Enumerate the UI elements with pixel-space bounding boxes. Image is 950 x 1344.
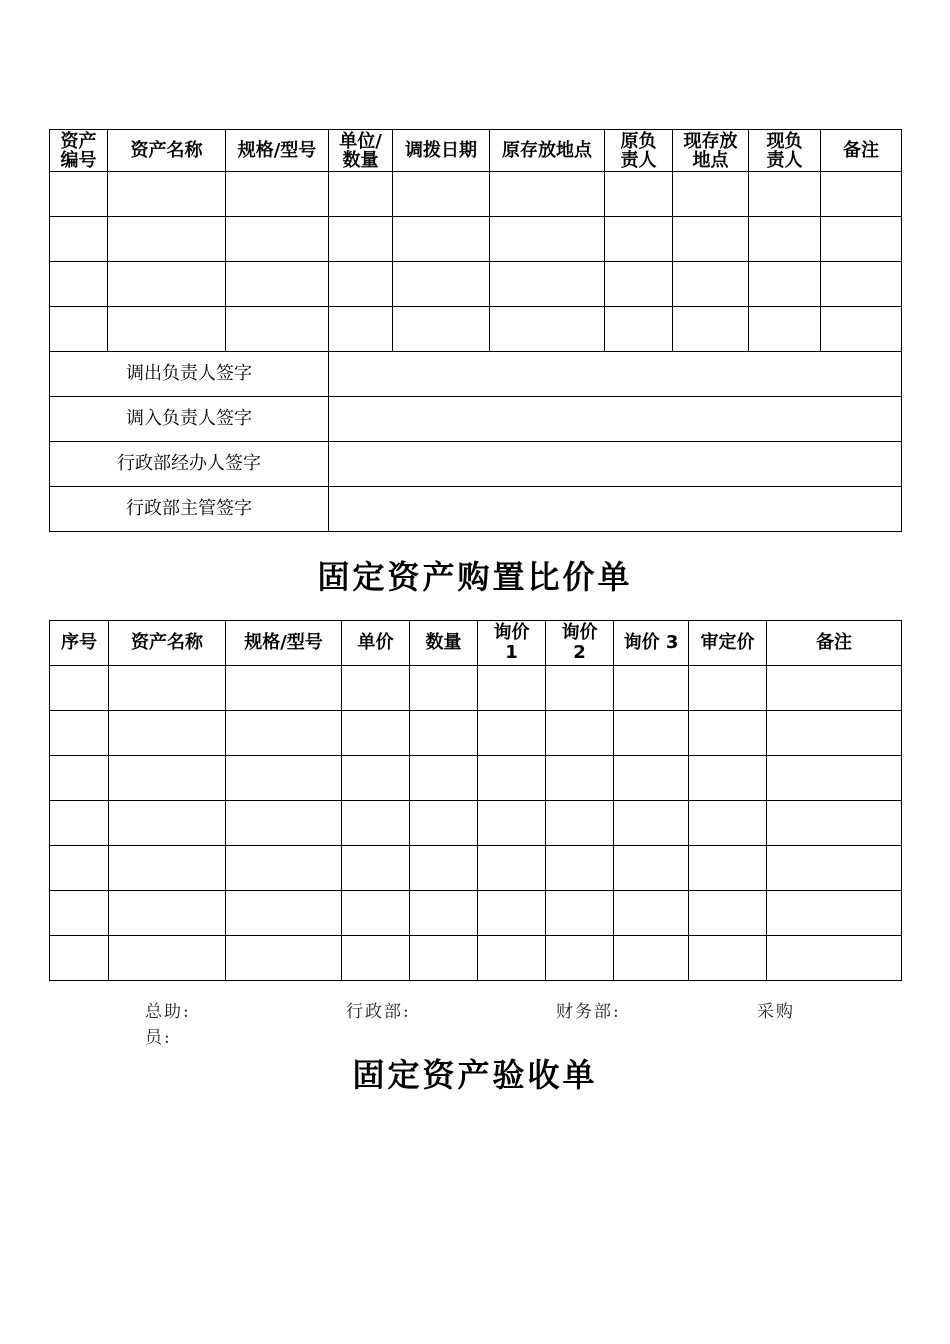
acceptance-title: 固定资产验收单 — [352, 1056, 598, 1094]
table-cell[interactable] — [410, 891, 478, 936]
header-cell: 规格/型号 — [226, 621, 342, 666]
table-cell[interactable] — [478, 846, 546, 891]
table-cell[interactable] — [108, 262, 226, 307]
table-cell[interactable] — [749, 262, 821, 307]
table-cell[interactable] — [342, 891, 410, 936]
table-cell[interactable] — [342, 846, 410, 891]
table-cell[interactable] — [109, 891, 226, 936]
signature-label: 调出负责人签字 — [50, 352, 329, 397]
table-cell[interactable] — [410, 936, 478, 981]
header-cell: 原存放地点 — [490, 130, 605, 172]
table-cell[interactable] — [546, 711, 614, 756]
table-row — [50, 936, 902, 981]
table-cell[interactable] — [50, 217, 108, 262]
table-cell[interactable] — [490, 217, 605, 262]
table-cell[interactable] — [50, 891, 109, 936]
table-cell[interactable] — [767, 801, 902, 846]
table-row — [50, 711, 902, 756]
table-cell[interactable] — [329, 172, 393, 217]
table-cell[interactable] — [478, 756, 546, 801]
table-cell[interactable] — [342, 801, 410, 846]
table-header-row — [50, 130, 902, 172]
footer-finance-label: 财务部: — [556, 1002, 621, 1022]
table-cell[interactable] — [673, 307, 749, 352]
table-cell[interactable] — [689, 936, 767, 981]
table-cell[interactable] — [478, 936, 546, 981]
signature-field[interactable] — [329, 352, 902, 397]
table-cell[interactable] — [109, 711, 226, 756]
table-cell[interactable] — [226, 891, 342, 936]
signature-row — [50, 487, 902, 532]
header-cell: 询价 1 — [478, 621, 546, 666]
table-cell[interactable] — [226, 756, 342, 801]
table-cell[interactable] — [546, 666, 614, 711]
table-cell[interactable] — [490, 172, 605, 217]
table-row — [50, 801, 902, 846]
table-cell[interactable] — [614, 756, 689, 801]
signature-label: 行政部经办人签字 — [50, 442, 329, 487]
table-cell[interactable] — [478, 891, 546, 936]
table-cell[interactable] — [50, 307, 108, 352]
table-cell[interactable] — [393, 172, 490, 217]
table-cell[interactable] — [673, 262, 749, 307]
table-cell[interactable] — [490, 307, 605, 352]
header-cell: 数量 — [410, 621, 478, 666]
table-cell[interactable] — [821, 172, 902, 217]
header-cell: 备注 — [821, 130, 902, 172]
table-cell[interactable] — [689, 846, 767, 891]
table-header-row — [50, 621, 902, 666]
table-cell[interactable] — [226, 801, 342, 846]
table-cell[interactable] — [410, 711, 478, 756]
signature-field[interactable] — [329, 487, 902, 532]
header-cell: 备注 — [767, 621, 902, 666]
table-cell[interactable] — [673, 217, 749, 262]
table-cell[interactable] — [50, 756, 109, 801]
table-cell[interactable] — [329, 262, 393, 307]
purchase-comparison-table — [49, 620, 902, 981]
header-cell: 规格/型号 — [226, 130, 329, 172]
table-cell[interactable] — [50, 936, 109, 981]
table-cell[interactable] — [50, 846, 109, 891]
table-cell[interactable] — [410, 666, 478, 711]
table-cell[interactable] — [614, 936, 689, 981]
table-row — [50, 891, 902, 936]
table-cell[interactable] — [767, 756, 902, 801]
table-cell[interactable] — [226, 666, 342, 711]
header-cell: 资产名称 — [108, 130, 226, 172]
table-row — [50, 172, 902, 217]
table-cell[interactable] — [605, 217, 673, 262]
table-cell[interactable] — [546, 756, 614, 801]
table-cell[interactable] — [226, 172, 329, 217]
table-cell[interactable] — [605, 262, 673, 307]
table-row — [50, 307, 902, 352]
table-cell[interactable] — [329, 217, 393, 262]
table-cell[interactable] — [109, 756, 226, 801]
table-cell[interactable] — [109, 666, 226, 711]
table-cell[interactable] — [329, 307, 393, 352]
footer-admin-label: 行政部: — [346, 1002, 411, 1022]
header-cell: 询价 3 — [614, 621, 689, 666]
table-cell[interactable] — [689, 711, 767, 756]
table-cell[interactable] — [749, 217, 821, 262]
header-cell: 调拨日期 — [393, 130, 490, 172]
table-cell[interactable] — [108, 217, 226, 262]
table-cell[interactable] — [821, 217, 902, 262]
table-cell[interactable] — [410, 801, 478, 846]
table-row — [50, 217, 902, 262]
table-cell[interactable] — [749, 172, 821, 217]
header-cell: 现存放 地点 — [673, 130, 749, 172]
table-cell[interactable] — [546, 846, 614, 891]
table-cell[interactable] — [342, 756, 410, 801]
table-cell[interactable] — [689, 756, 767, 801]
header-cell: 单位/ 数量 — [329, 130, 393, 172]
table-cell[interactable] — [393, 217, 490, 262]
header-cell: 单价 — [342, 621, 410, 666]
table-cell[interactable] — [226, 307, 329, 352]
footer-buyer-label-continued: 员: — [145, 1028, 172, 1048]
table-row — [50, 756, 902, 801]
table-cell[interactable] — [478, 711, 546, 756]
table-cell[interactable] — [393, 307, 490, 352]
header-cell: 询价 2 — [546, 621, 614, 666]
table-cell[interactable] — [50, 172, 108, 217]
purchase-comparison-title: 固定资产购置比价单 — [317, 558, 633, 596]
asset-transfer-table — [49, 129, 902, 532]
table-cell[interactable] — [689, 666, 767, 711]
table-cell[interactable] — [342, 666, 410, 711]
table-cell[interactable] — [821, 262, 902, 307]
table-cell[interactable] — [393, 262, 490, 307]
table-cell[interactable] — [614, 846, 689, 891]
table-cell[interactable] — [767, 666, 902, 711]
table-cell[interactable] — [342, 711, 410, 756]
table-cell[interactable] — [605, 307, 673, 352]
table-cell[interactable] — [108, 172, 226, 217]
table-cell[interactable] — [614, 711, 689, 756]
table-cell[interactable] — [410, 846, 478, 891]
table-row — [50, 262, 902, 307]
table-cell[interactable] — [546, 891, 614, 936]
table-cell[interactable] — [689, 801, 767, 846]
signature-field[interactable] — [329, 442, 902, 487]
table-cell[interactable] — [226, 711, 342, 756]
table-cell[interactable] — [605, 172, 673, 217]
table-cell[interactable] — [546, 936, 614, 981]
table-cell[interactable] — [50, 801, 109, 846]
signature-label: 行政部主管签字 — [50, 487, 329, 532]
table-cell[interactable] — [478, 666, 546, 711]
table-cell[interactable] — [689, 891, 767, 936]
table-cell[interactable] — [749, 307, 821, 352]
table-cell[interactable] — [342, 936, 410, 981]
table-cell[interactable] — [226, 262, 329, 307]
signature-field[interactable] — [329, 397, 902, 442]
header-cell: 资产名称 — [109, 621, 226, 666]
table-cell[interactable] — [614, 801, 689, 846]
table-cell[interactable] — [821, 307, 902, 352]
table-cell[interactable] — [108, 307, 226, 352]
table-cell[interactable] — [490, 262, 605, 307]
signature-row — [50, 442, 902, 487]
header-cell: 原负 责人 — [605, 130, 673, 172]
table-cell[interactable] — [109, 846, 226, 891]
table-cell[interactable] — [767, 891, 902, 936]
table-cell[interactable] — [50, 666, 109, 711]
table-cell[interactable] — [50, 711, 109, 756]
table-cell[interactable] — [767, 711, 902, 756]
table-cell[interactable] — [109, 936, 226, 981]
table-cell[interactable] — [478, 801, 546, 846]
header-cell: 现负 责人 — [749, 130, 821, 172]
signature-label: 调入负责人签字 — [50, 397, 329, 442]
table-cell[interactable] — [546, 801, 614, 846]
table-cell[interactable] — [614, 666, 689, 711]
table-cell[interactable] — [767, 936, 902, 981]
signature-row — [50, 397, 902, 442]
header-cell: 序号 — [50, 621, 109, 666]
table-cell[interactable] — [226, 936, 342, 981]
footer-buyer-label: 采购 — [757, 1002, 795, 1022]
table-row — [50, 846, 902, 891]
table-cell[interactable] — [226, 846, 342, 891]
table-cell[interactable] — [673, 172, 749, 217]
signature-row — [50, 352, 902, 397]
table-cell[interactable] — [767, 846, 902, 891]
header-cell: 审定价 — [689, 621, 767, 666]
table-row — [50, 666, 902, 711]
table-cell[interactable] — [614, 891, 689, 936]
header-cell: 资产 编号 — [50, 130, 108, 172]
table-cell[interactable] — [109, 801, 226, 846]
footer-assistant-label: 总助: — [145, 1002, 191, 1022]
table-cell[interactable] — [50, 262, 108, 307]
table-cell[interactable] — [226, 217, 329, 262]
table-cell[interactable] — [410, 756, 478, 801]
